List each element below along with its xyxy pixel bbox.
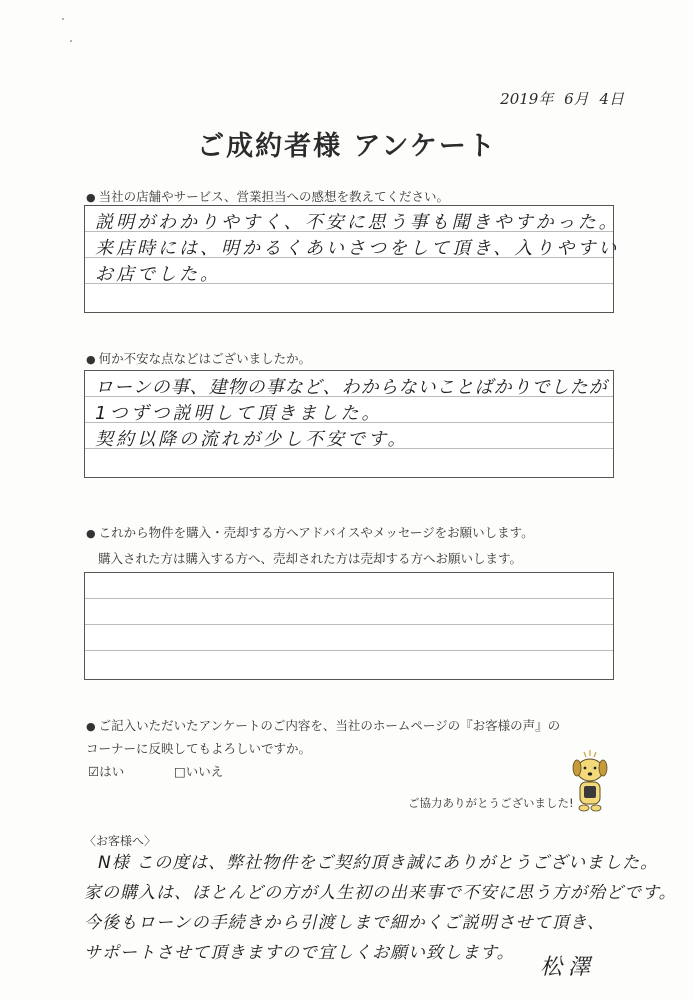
- date-year: 2019年: [500, 90, 554, 108]
- question-1: [86, 187, 449, 205]
- question-2-label: 何か不安な点などはございましたか。: [98, 351, 312, 366]
- survey-date: [494, 88, 624, 109]
- question-4-label-2: コーナーに反映してもよろしいですか。: [86, 741, 312, 756]
- bullet-icon: ●: [86, 527, 96, 540]
- dog-mascot-icon: [568, 748, 612, 814]
- staff-signature: 松澤: [540, 955, 597, 980]
- answer-2-line-1: ローンの事、建物の事など、わからないことばかりでしたが: [95, 377, 608, 398]
- page-title: ご成約者様 アンケート: [197, 131, 497, 162]
- answer-box-3: [84, 572, 614, 680]
- scan-speck: [70, 40, 72, 42]
- answer-2-line-2: 1つずつ説明して頂きました。: [95, 403, 383, 424]
- question-3-sub: 購入された方は購入する方へ、売却された方は売却する方へお願いします。: [98, 551, 523, 566]
- answer-2-line-3: 契約以降の流れが少し不安です。: [95, 429, 409, 450]
- question-2: [86, 349, 311, 367]
- reply-line-4: サポートさせて頂きますので宜しくお願い致します。: [84, 943, 515, 963]
- answer-1-line-3: お店でした。: [95, 264, 221, 285]
- bullet-icon: ●: [86, 720, 96, 733]
- answer-box-1: [84, 205, 620, 313]
- question-3: [86, 523, 534, 541]
- thanks-message: ご協力ありがとうございました!: [408, 796, 574, 810]
- reply-line-3: 今後もローンの手続きから引渡しまで細かくご説明させて頂き、: [84, 913, 605, 933]
- date-month: 6月: [564, 90, 589, 108]
- question-4-label-1: ご記入いただいたアンケートのご内容を、当社のホームページの『お客様の声』の: [98, 718, 561, 733]
- reply-line-1: N様 この度は、弊社物件をご契約頂き誠にありがとうございました。: [98, 853, 659, 873]
- choice-no: □いいえ: [174, 764, 224, 779]
- scan-speck: [62, 18, 64, 20]
- answer-1-line-1: 説明がわかりやすく、不安に思う事も聞きやすかった。: [95, 212, 620, 233]
- choice-yes: ☑はい: [88, 764, 125, 779]
- question-4: [86, 716, 560, 734]
- reply-line-2: 家の購入は、ほとんどの方が人生初の出来事で不安に思う方が殆どです。: [84, 883, 677, 903]
- question-1-label: 当社の店舗やサービス、営業担当への感想を教えてください。: [98, 189, 449, 204]
- reply-heading: 〈お客様へ〉: [84, 834, 157, 848]
- bullet-icon: ●: [86, 353, 96, 366]
- bullet-icon: ●: [86, 191, 96, 204]
- answer-box-2: [84, 370, 614, 478]
- question-3-label: これから物件を購入・売却する方へアドバイスやメッセージをお願いします。: [98, 525, 534, 540]
- date-day: 4日: [599, 90, 624, 108]
- answer-1-line-2: 来店時には、明かるくあいさつをして頂き、入りやすい: [95, 238, 620, 259]
